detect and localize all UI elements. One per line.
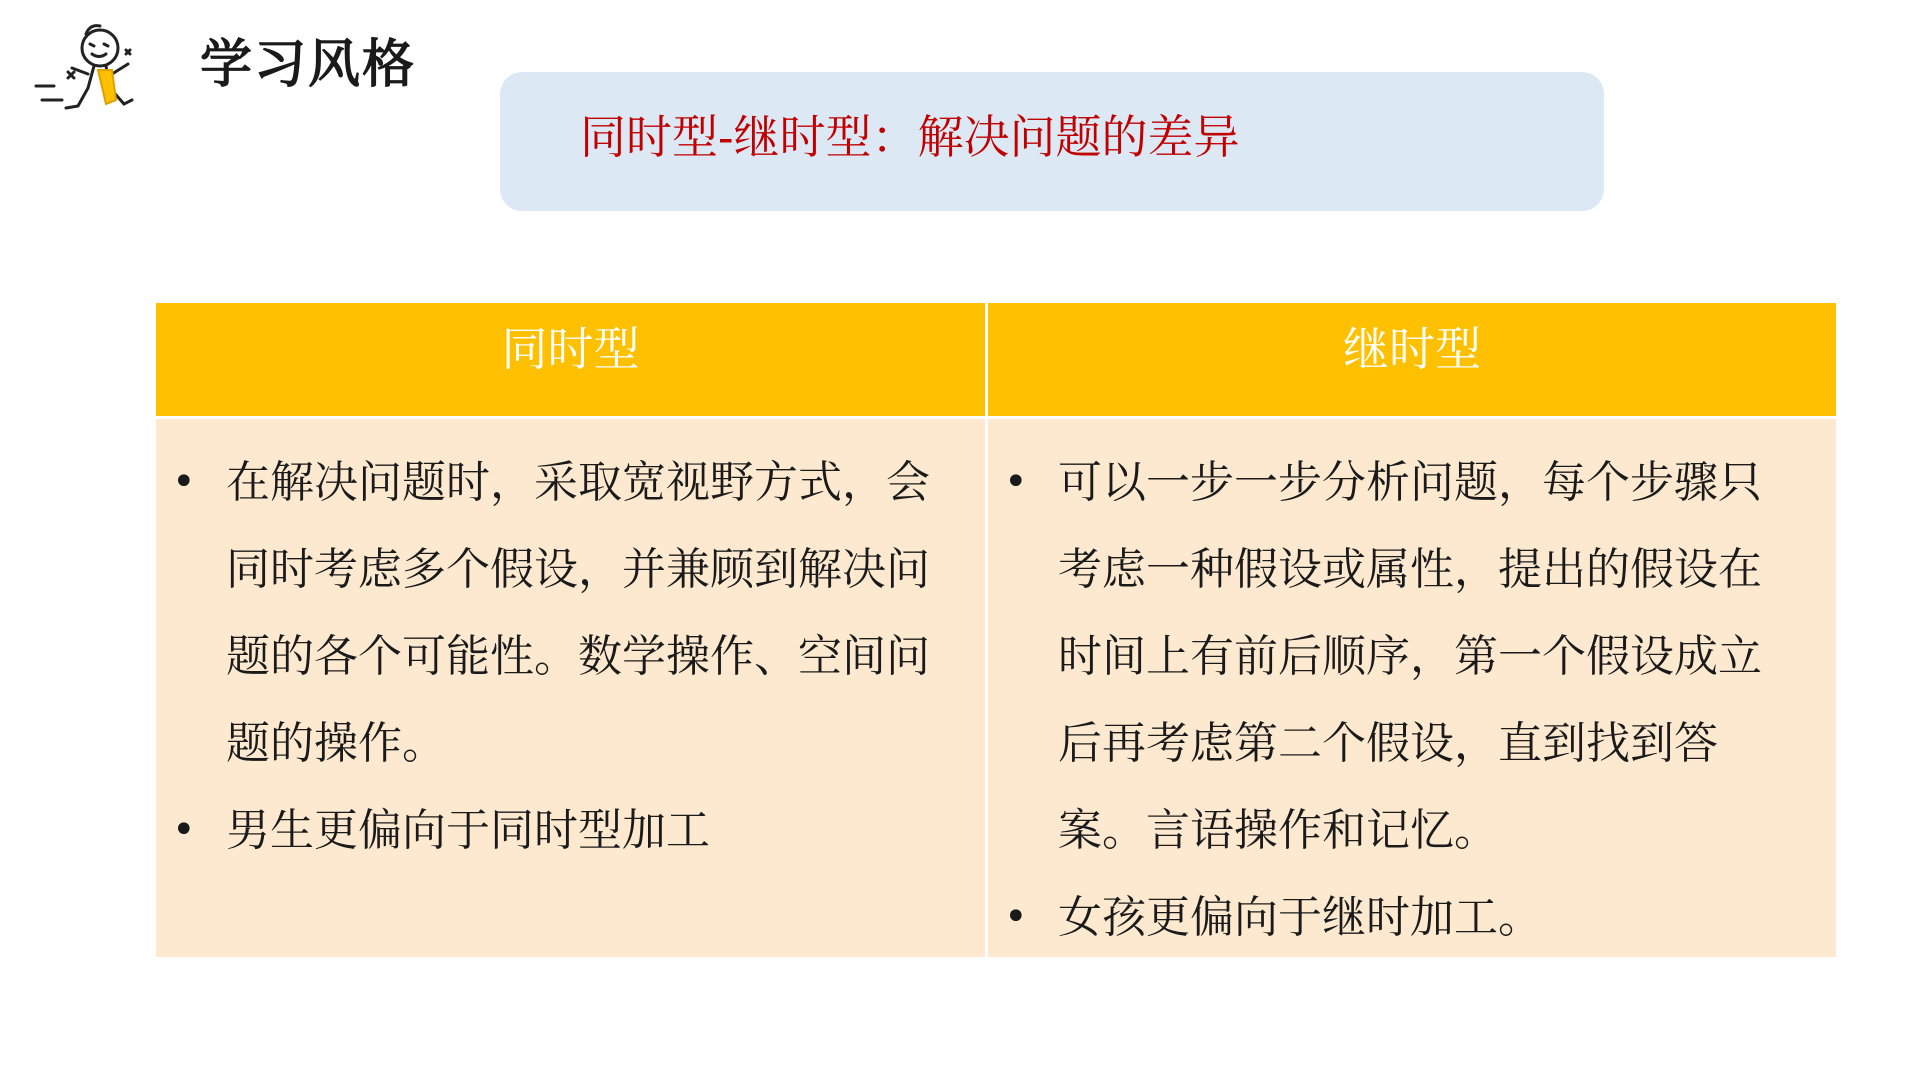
running-stick-figure-icon <box>28 20 168 132</box>
bullet-icon: • <box>1004 894 1028 940</box>
list-item <box>988 874 1796 961</box>
subtitle-text: 同时型-继时型：解决问题的差异 <box>580 110 1240 164</box>
bullet-text: 男生更偏向于同时型加工 <box>226 805 710 856</box>
column-body-simultaneous <box>156 419 985 957</box>
list-item <box>988 439 1796 874</box>
bullet-icon: • <box>172 807 196 853</box>
column-header-successive: 继时型 <box>988 303 1836 416</box>
section-title: 学习风格 <box>200 35 417 95</box>
column-body-successive <box>988 419 1836 957</box>
bullet-icon: • <box>172 459 196 505</box>
bullet-text: 可以一步一步分析问题，每个步骤只考虑一种假设或属性，提出的假设在时间上有前后顺序，第一个假设成立后再考虑第二个假设，直到找到答案。言语操作和记忆。 <box>1058 457 1762 856</box>
subtitle-banner <box>500 72 1604 211</box>
list-item <box>156 439 955 787</box>
comparison-table <box>156 303 1836 957</box>
bullet-icon: • <box>1004 459 1028 505</box>
column-header-simultaneous: 同时型 <box>156 303 985 416</box>
bullet-text: 在解决问题时，采取宽视野方式，会同时考虑多个假设，并兼顾到解决问题的各个可能性。数学操作、空间问题的操作。 <box>226 457 930 769</box>
bullet-text: 女孩更偏向于继时加工。 <box>1058 892 1542 943</box>
bullet-list <box>156 439 955 874</box>
list-item <box>156 787 955 874</box>
bullet-list <box>988 439 1796 961</box>
